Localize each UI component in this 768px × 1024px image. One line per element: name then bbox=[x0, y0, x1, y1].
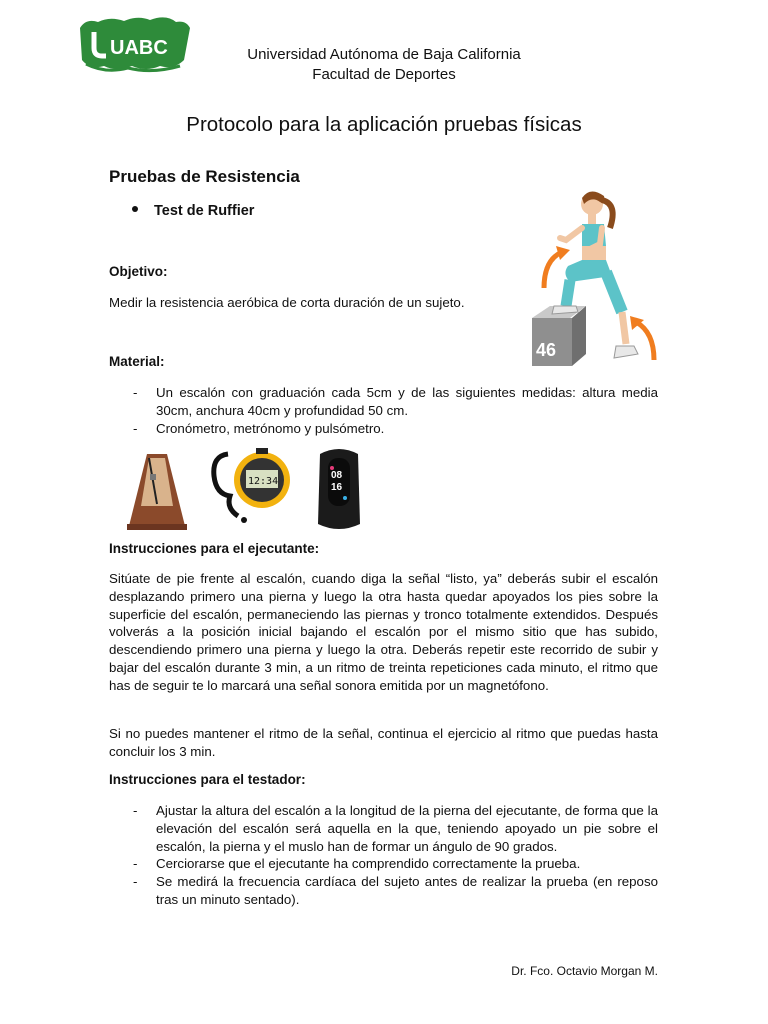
tester-label: Instrucciones para el testador: bbox=[109, 772, 306, 787]
fitness-band-image bbox=[310, 448, 368, 530]
executant-paragraph-2: Si no puedes mantener el ritmo de la señal, continua el ejercicio al ritmo que puedas hasta concluir los 3 min. bbox=[109, 726, 658, 759]
executant-label: Instrucciones para el ejecutante: bbox=[109, 541, 320, 556]
executant-paragraph-1: Sitúate de pie frente al escalón, cuando diga la señal “listo, ya” deberás subir el escalón desplazando primero una pierna y luego la otra hasta quedar apoyados los pies sobre la superficie del escalón, permaneciendo las piernas y tronco totalmente extendidos. Después volverás a la posición inicial bajando el escalón por el mismo sitio que has subido, descendiendo primero una pierna y luego la otra. Deberás repetir este recorrido de subir y bajar del escalón durante 3 min, a un ritmo de treinta repeticiones cada minuto, el ritmo que has de seguir te lo marcará una señal sonora emitida por un magnetófono. bbox=[109, 571, 658, 693]
section-title: Pruebas de Resistencia bbox=[109, 167, 300, 186]
band-display-minutes: 16 bbox=[331, 482, 343, 493]
tester-item: - Ajustar la altura del escalón a la longitud de la pierna del ejecutante, de forma que la elevación del escalón será aquella en la que, teniendo apoyado un pie sobre el escalón, la pierna y el muslo han de formar un ángulo de 90 grados. bbox=[109, 802, 658, 855]
university-name: Universidad Autónoma de Baja California bbox=[247, 46, 521, 63]
tester-item: - Cerciorarse que el ejecutante ha comprendido correctamente la prueba. bbox=[109, 855, 658, 873]
faculty-name: Facultad de Deportes bbox=[312, 66, 456, 83]
material-item: - Cronómetro, metrónomo y pulsómetro. bbox=[109, 420, 658, 438]
objective-text: Medir la resistencia aeróbica de corta duración de un sujeto. bbox=[109, 295, 465, 310]
tester-list bbox=[109, 802, 658, 909]
material-list bbox=[109, 384, 658, 437]
footer-author: Dr. Fco. Octavio Morgan M. bbox=[511, 964, 658, 978]
band-display-hours: 08 bbox=[331, 470, 343, 481]
step-test-illustration bbox=[526, 188, 660, 368]
stopwatch-image bbox=[208, 446, 292, 526]
material-label: Material: bbox=[109, 354, 165, 369]
step-label: 46 bbox=[536, 340, 557, 360]
tester-item: - Se medirá la frecuencia cardíaca del sujeto antes de realizar la prueba (en reposo tras un minuto sentado). bbox=[109, 873, 658, 909]
logo-text: UABC bbox=[110, 37, 168, 59]
metronome-image bbox=[123, 450, 191, 532]
document-title: Protocolo para la aplicación pruebas físicas bbox=[186, 113, 582, 136]
test-name: Test de Ruffier bbox=[154, 203, 255, 219]
material-item: - Un escalón con graduación cada 5cm y de las siguientes medidas: altura media 30cm, anchura 40cm y profundidad 50 cm. bbox=[109, 384, 658, 420]
stopwatch-display: 12:34 bbox=[248, 476, 279, 487]
objective-label: Objetivo: bbox=[109, 264, 168, 279]
bullet-icon bbox=[132, 206, 138, 212]
test-name-bullet bbox=[132, 203, 254, 219]
